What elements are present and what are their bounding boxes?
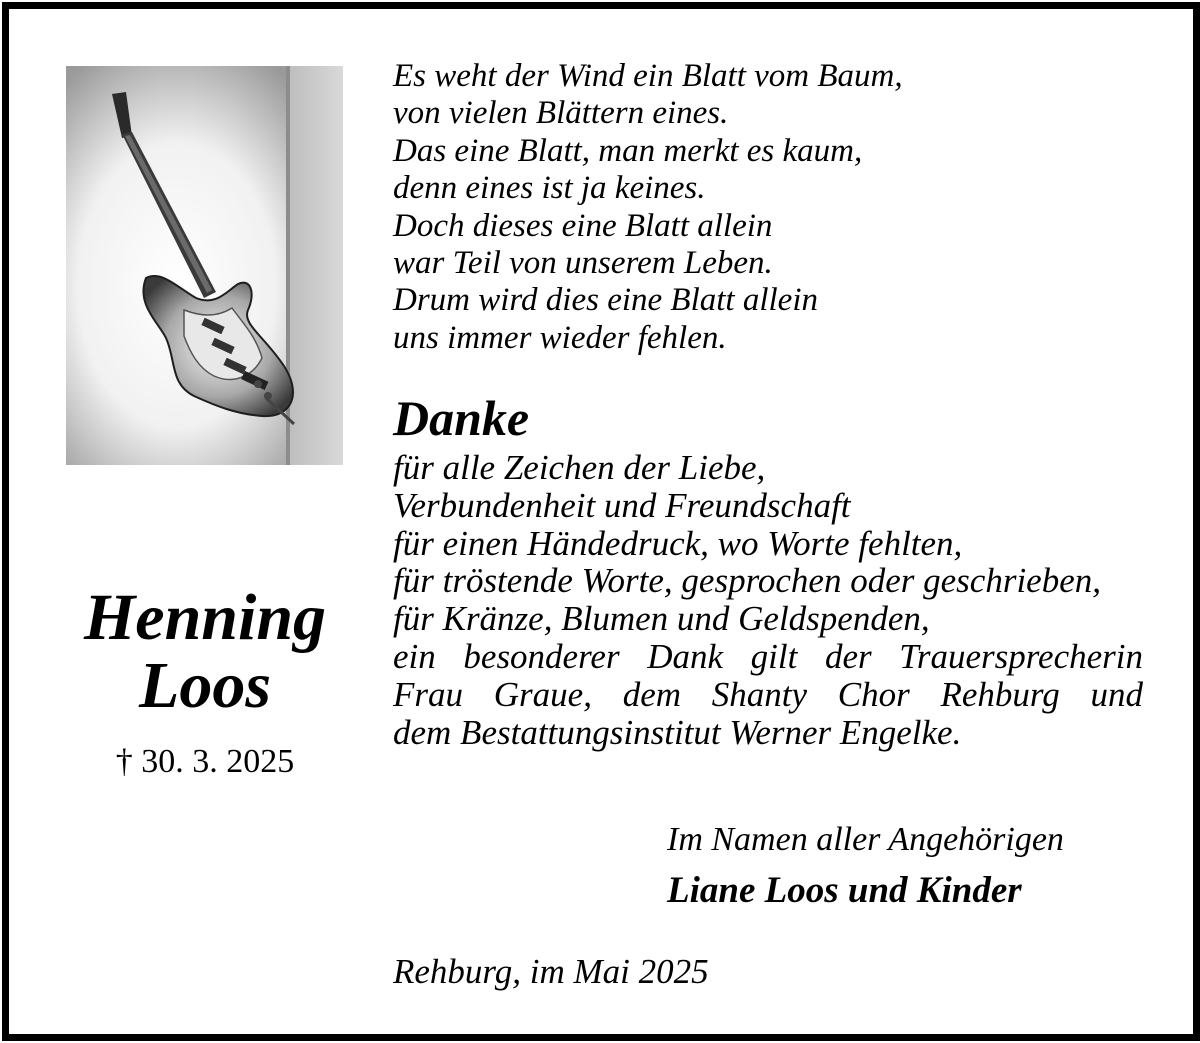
thanks-heading: Danke bbox=[393, 390, 530, 446]
thanks-line: für tröstende Worte, gesprochen oder geschrieben, bbox=[393, 561, 1101, 601]
thanks-text bbox=[393, 449, 1143, 751]
thanks-line: für Kränze, Blumen und Geldspenden, bbox=[393, 599, 930, 639]
death-date: † 30. 3. 2025 bbox=[115, 743, 295, 780]
poem-line: Es weht der Wind ein Blatt vom Baum, bbox=[393, 58, 903, 94]
place-date: Rehburg, im Mai 2025 bbox=[393, 952, 709, 991]
thanks-line: dem Bestattungsinstitut Werner Engelke. bbox=[393, 712, 962, 752]
poem-line: von vielen Blättern eines. bbox=[393, 95, 729, 132]
poem-line: Das eine Blatt, man merkt es kaum, bbox=[393, 132, 863, 169]
signature-intro: Im Namen aller Angehörigen bbox=[667, 821, 1064, 858]
deceased-first-name: Henning bbox=[83, 581, 327, 654]
poem-line: war Teil von unserem Leben. bbox=[393, 245, 773, 282]
thanks-line: Verbundenheit und Freundschaft bbox=[393, 485, 851, 525]
guitar-photo bbox=[66, 66, 343, 465]
poem-line: denn eines ist ja keines. bbox=[393, 170, 706, 207]
thanks-line: für einen Händedruck, wo Worte fehlten, bbox=[393, 523, 963, 563]
poem-line: uns immer wieder fehlen. bbox=[393, 319, 727, 356]
thanks-line: ein besonderer Dank gilt der Trauersprecherin bbox=[393, 636, 1143, 676]
deceased-last-name: Loos bbox=[139, 649, 271, 722]
poem-line: Doch dieses eine Blatt allein bbox=[393, 207, 773, 244]
guitar-icon bbox=[66, 66, 343, 465]
poem bbox=[393, 58, 1153, 357]
thanks-line: für alle Zeichen der Liebe, bbox=[393, 448, 766, 487]
poem-line: Drum wird dies eine Blatt allein bbox=[393, 282, 818, 319]
signature-names: Liane Loos und Kinder bbox=[667, 870, 1022, 911]
thanks-line: Frau Graue, dem Shanty Chor Rehburg und bbox=[393, 674, 1143, 714]
